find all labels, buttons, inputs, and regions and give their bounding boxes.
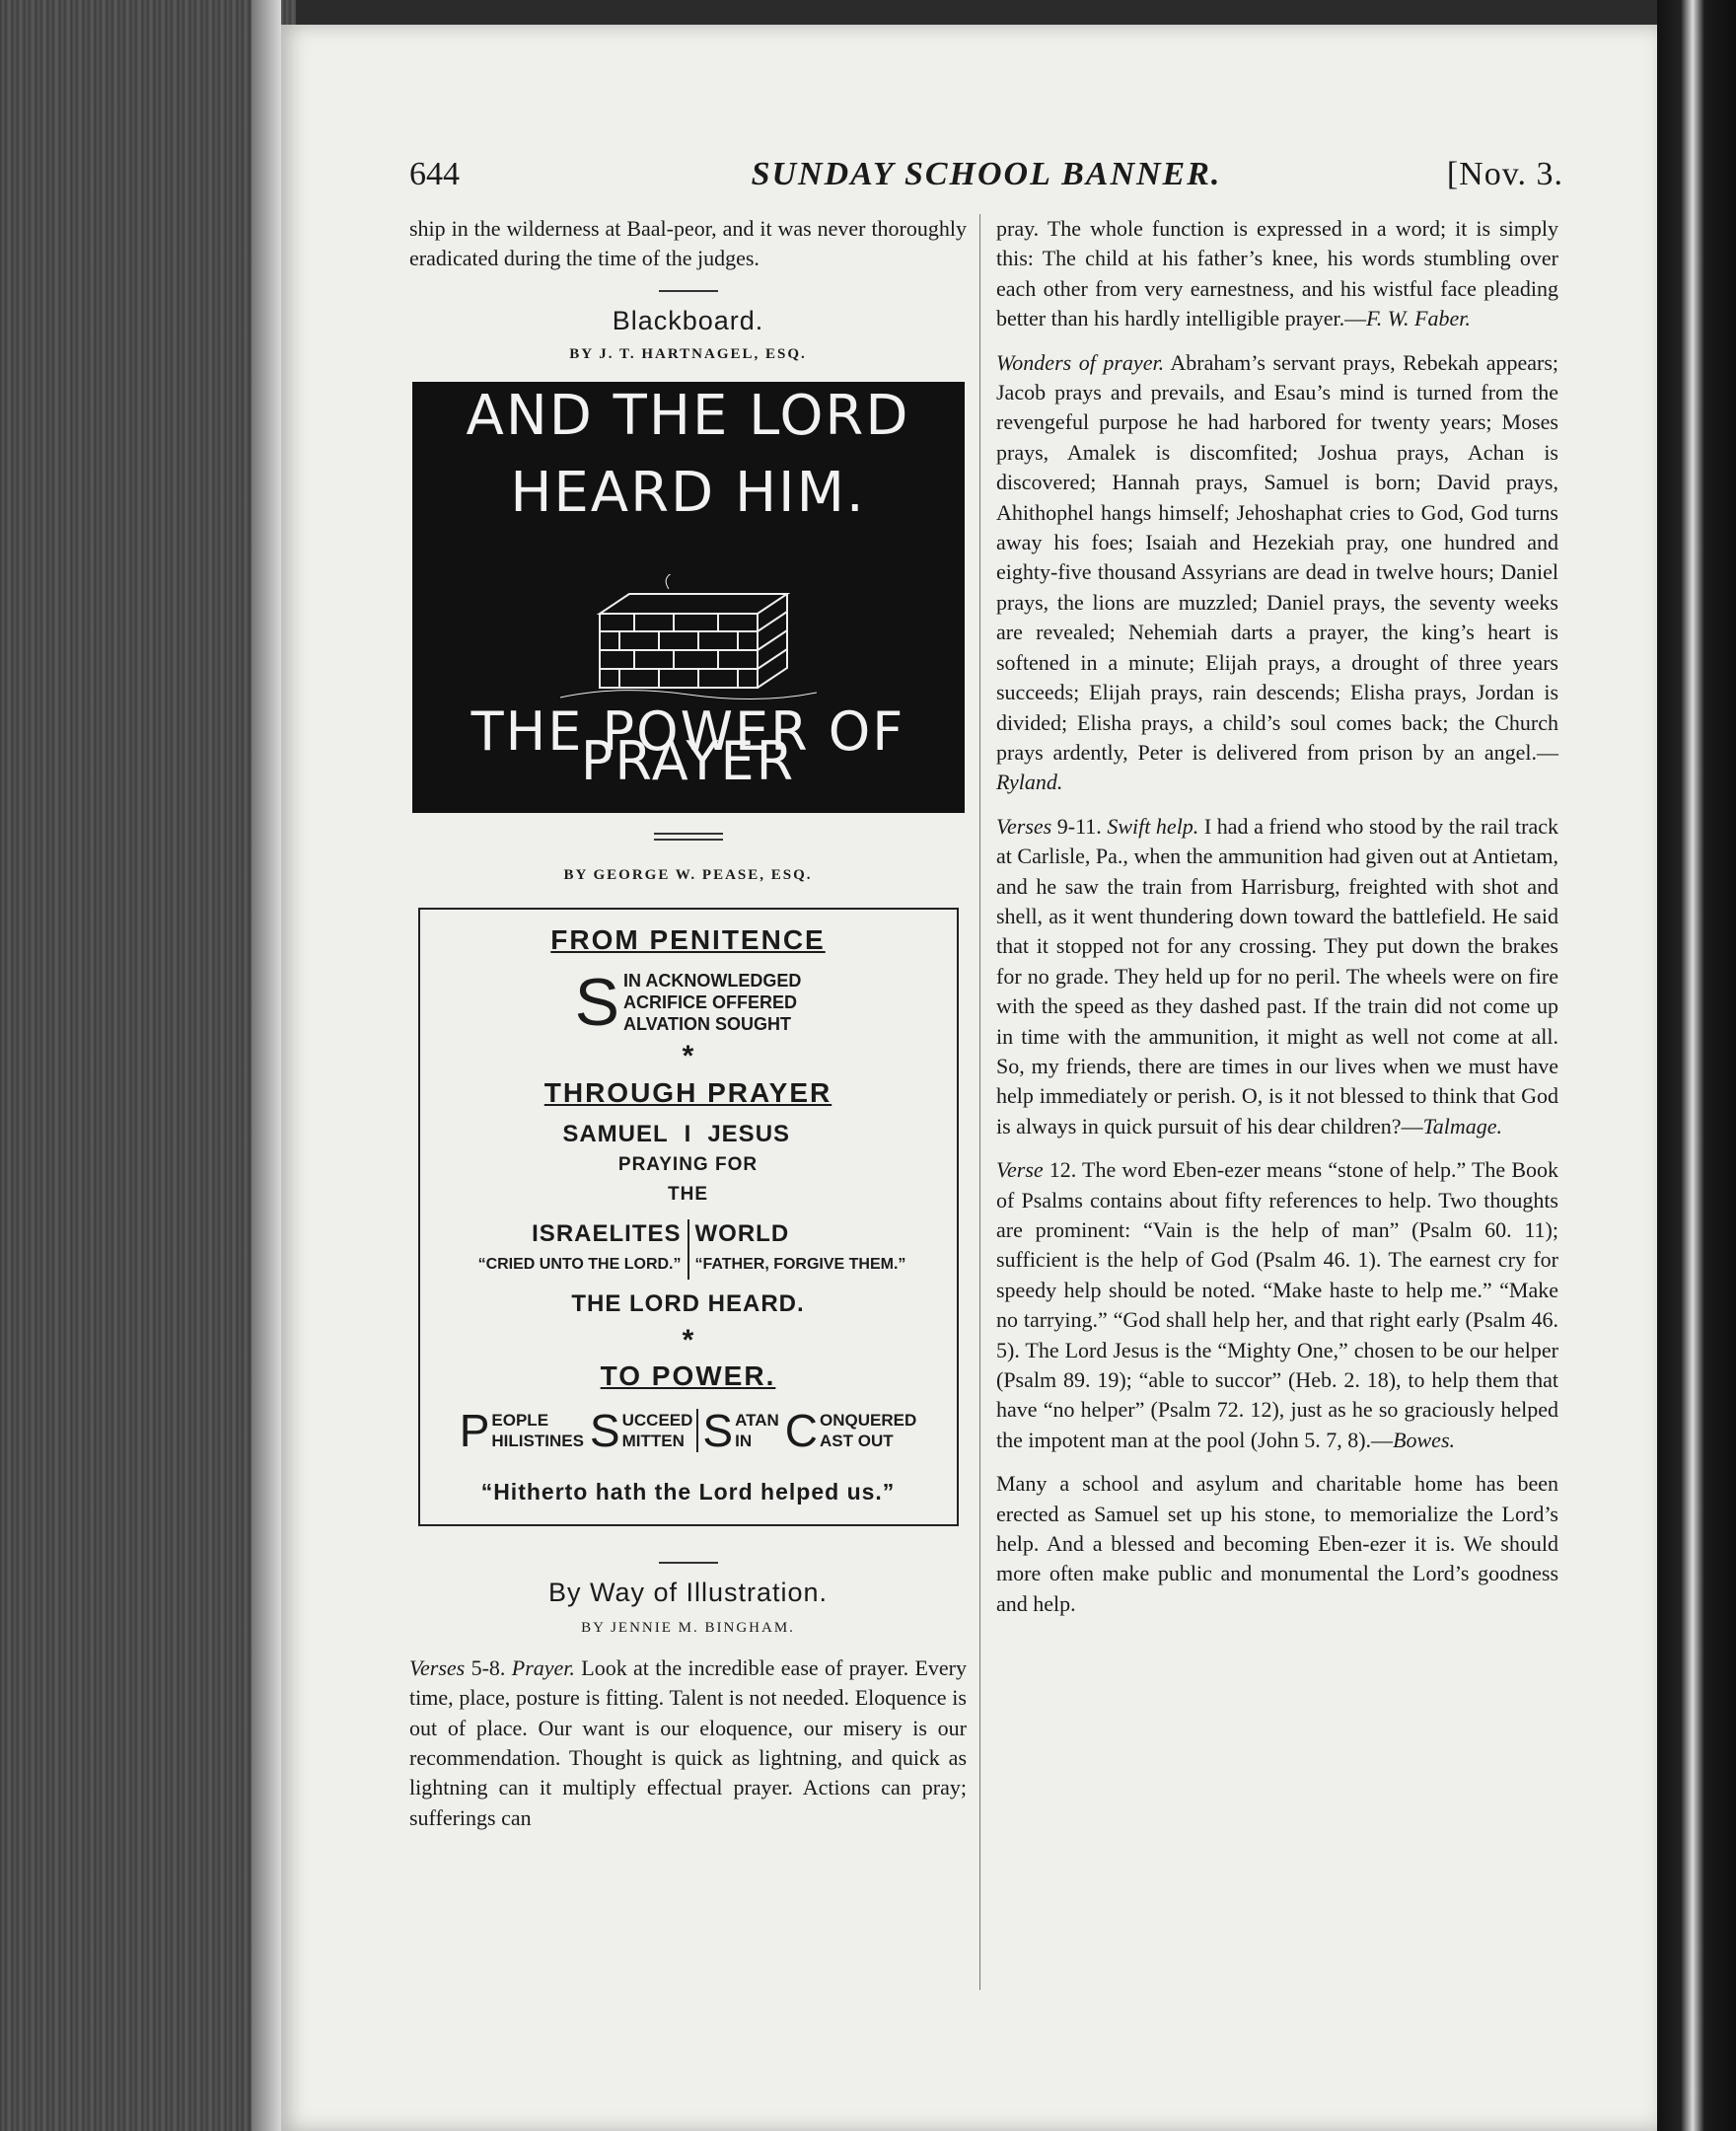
blackboard-byline: BY J. T. HARTNAGEL, ESQ.: [569, 346, 807, 363]
hitherto-quote: “Hitherto hath the Lord helped us.”: [480, 1478, 896, 1505]
faber-paragraph: pray. The whole function is expressed in a word; it is simply this: The child at his father’s knee, his words stumbling over each other from very earnestness, and his wistful face pleading better than his hardly intelligible prayer.—F. W. Faber.: [996, 216, 1558, 331]
page-number: 644: [409, 156, 460, 192]
intro-paragraph: ship in the wilderness at Baal-peor, and it was never thoroughly eradicated during the time of the judges.: [409, 216, 967, 271]
blackboard-illustration: [412, 382, 965, 813]
power-acrostic-row: [432, 1404, 945, 1456]
issue-date: [Nov. 3.: [1446, 156, 1563, 192]
pease-byline: BY GEORGE W. PEASE, ESQ.: [563, 866, 813, 883]
s-initial: S: [574, 965, 620, 1041]
israelites-label: ISRAELITES: [532, 1220, 682, 1248]
verses-5-8-paragraph: Verses 5-8. Prayer. Look at the incredible ease of prayer. Every time, place, posture is fitting. Talent is not needed. Eloquence is out of place. Our want is our eloquence, our misery is our recommendation. Thought is quick as lightning, and quick as lightning can it multiply effectual prayer. Actions can pray; sufferings can: [409, 1654, 968, 1830]
s-line-3: ALVATION SOUGHT: [623, 1014, 792, 1035]
s-line-1: IN ACKNOWLEDGED: [623, 971, 802, 992]
power-item-s2: S ATAN IN: [702, 1404, 779, 1456]
section-divider: [659, 1562, 718, 1564]
s-acrostic: [432, 965, 945, 1041]
divider-mark: I: [684, 1121, 692, 1148]
wonders-paragraph: Wonders of prayer. Abraham’s servant prays, Rebekah appears; Jacob prays and prevails, and Esau’s mind is turned from the revengeful purpose he had harbored for twenty years; Moses prays, Amalek is discomfited; Joshua prays, Achan is discovered; Hannah prays, Samuel is born; David prays, Ahithophel hangs himself; Jehoshaphat cries to God, God turns away his foes; Isaiah and Hezekiah pray, one hundred and eighty-five thousand Assyrians are dead in twelve hours; Daniel prays, the lions are muzzled; Daniel prays, the seventy weeks are revealed; Nehemiah darts a prayer, the king’s heart is softened in a minute; Elijah prays, a drought of three years succeeds; Elijah prays, rain descends; Elisha prays, Jordan is divided; Elisha prays, a child’s soul comes back; the Church prays ardently, Peter is delivered from prison by an angel.—Ryland.: [996, 349, 1558, 795]
jesus-label: JESUS: [707, 1121, 791, 1148]
power-item-s1: S UCCEED MITTEN: [589, 1404, 693, 1456]
from-penitence-heading: FROM PENITENCE: [550, 924, 826, 956]
section-divider: [659, 290, 718, 292]
blackboard-title: Blackboard.: [612, 305, 764, 335]
to-power-heading: TO POWER.: [600, 1360, 776, 1392]
power-divider: [696, 1409, 698, 1452]
samuel-label: SAMUEL: [562, 1121, 669, 1148]
asterism-1: *: [682, 1040, 694, 1073]
eben-ezer-paragraph: Verse 12. The word Eben-ezer means “stone of help.” The Book of Psalms contains about fifty references to help. Two thoughts are prominent: “Vain is the help of man” (Psalm 60. 11); sufficient is the help of God (Psalm 46. 1). The earnest cry for speedy help should be noted. “Make haste to help me.” “Make no tarrying.” “God shall help her, and that right early (Psalm 46. 5). The Lord Jesus is the “Mighty One,” chosen to be our helper (Psalm 89. 19); “able to succor” (Heb. 2. 18), to help them that have “no helper” (Psalm 72. 12), just as he so graciously helped the impotent man at the pool (John 5. 7, 8).—Bowes.: [996, 1157, 1558, 1452]
power-item-p: P EOPLE HILISTINES: [459, 1404, 584, 1456]
israelites-world-row: [432, 1219, 945, 1280]
father-quote: “FATHER, FORGIVE THEM.”: [694, 1255, 906, 1273]
memorial-paragraph: Many a school and asylum and charitable home has been erected as Samuel set up his stone, to memorialize the Lord’s help. And a blessed and becoming Eben-ezer it is. We should more often make public and monumental the Lord’s goodness and help.: [996, 1471, 1558, 1616]
asterism-2: *: [682, 1323, 694, 1357]
samuel-jesus-row: [432, 1120, 945, 1149]
book-gutter: [252, 0, 281, 2131]
left-column: [409, 214, 967, 1833]
swift-help-paragraph: Verses 9-11. Swift help. I had a friend who stood by the rail track at Carlisle, Pa., when the ammunition had given out at Antietam, and he saw the train from Harrisburg, freighted with shot and shell, as it went thundering down toward the battlefield. He said that it stopped not for any crossing. They put down the brakes for no grade. They held up for no peril. The wheels were on fire with the speed as they dashed past. If the train did not come up in time with the ammunition, it might as well not come at all. So, my friends, there are times in our lives when we must have help immediately or perish. O, is it not blessed to think that God is always in quick pursuit of his dear children?—Talmage.: [996, 813, 1559, 1139]
next-page-edge: [1657, 0, 1736, 2131]
through-prayer-heading: THROUGH PRAYER: [543, 1076, 832, 1108]
page: [281, 25, 1657, 2131]
board-line-3: THE POWER OF PRAYER: [470, 699, 905, 793]
board-line-2: HEARD HIM.: [510, 460, 866, 525]
the-label: THE: [668, 1184, 708, 1206]
illustration-title: By Way of Illustration.: [547, 1577, 829, 1607]
periodical-title: SUNDAY SCHOOL BANNER.: [751, 156, 1222, 192]
running-header: [409, 148, 1563, 207]
column-rule: [979, 214, 980, 1990]
right-column: [996, 214, 1558, 1619]
praying-for-label: PRAYING FOR: [617, 1153, 759, 1175]
lord-heard-label: THE LORD HEARD.: [571, 1290, 805, 1318]
cried-quote: “CRIED UNTO THE LORD.”: [477, 1255, 682, 1273]
illustration-byline: BY JENNIE M. BINGHAM.: [581, 1620, 795, 1637]
prayer-diagram-box: [418, 908, 959, 1526]
stone-altar-drawing: [560, 574, 817, 712]
world-label: WORLD: [694, 1220, 790, 1248]
section-divider-double: [654, 833, 723, 841]
power-item-c: C ONQUERED AST OUT: [784, 1404, 917, 1456]
s-line-2: ACRIFICE OFFERED: [623, 992, 798, 1013]
column-divider: [687, 1219, 689, 1280]
board-line-1: AND THE LORD: [466, 383, 910, 448]
